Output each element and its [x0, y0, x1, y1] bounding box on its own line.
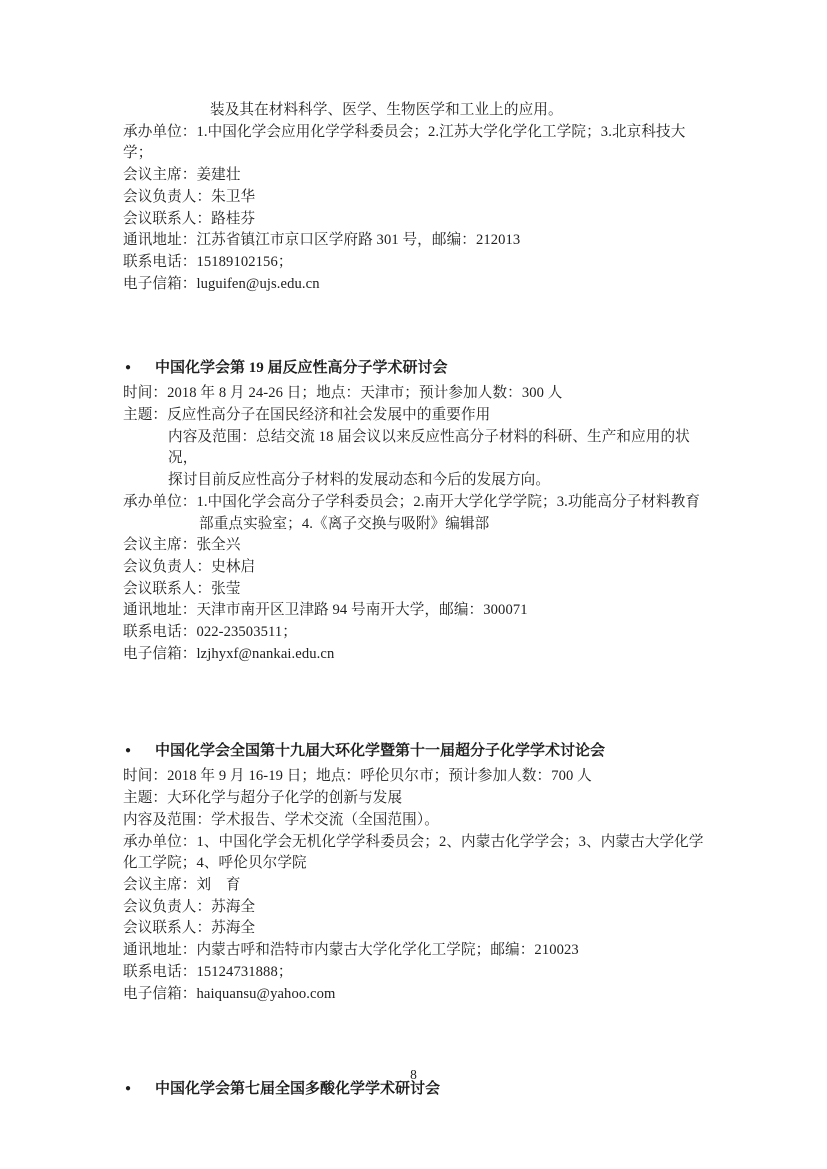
document-line: 联系电话：15189102156； [123, 253, 293, 270]
document-line: 会议负责人：朱卫华 [123, 188, 256, 205]
section-title: 中国化学会第七届全国多酸化学学术研讨会 [155, 1081, 441, 1098]
document-line: 内容及范围：学术报告、学术交流（全国范围）。 [123, 811, 439, 828]
document-line: 主题：反应性高分子在国民经济和社会发展中的重要作用 [123, 407, 491, 424]
document-line: 装及其在材料科学、医学、生物医学和工业上的应用。 [210, 102, 563, 118]
document-line: 联系电话：15124731888； [123, 963, 293, 980]
document-line: 化工学院；4、呼伦贝尔学院 [123, 855, 307, 872]
bullet-icon: ● [125, 362, 132, 374]
section-title-row [123, 354, 708, 383]
document-content [123, 100, 708, 1104]
document-line: 内容及范围：总结交流 18 届会议以来反应性高分子材料的科研、生产和应用的状况， [168, 428, 690, 467]
document-line: 会议联系人：张莹 [123, 580, 241, 597]
conference-section [123, 354, 708, 665]
document-line: 时间：2018 年 8 月 24-26 日；地点：天津市；预计参加人数：300 人 [123, 385, 563, 402]
section-title-row [123, 737, 708, 766]
document-line: 通讯地址：天津市南开区卫津路 94 号南开大学，邮编：300071 [123, 602, 528, 619]
bullet-icon: ● [125, 1083, 132, 1095]
document-line: 通讯地址：江苏省镇江市京口区学府路 301 号，邮编：212013 [123, 232, 521, 249]
document-line: 会议主席：姜建壮 [123, 167, 241, 184]
conference-section [123, 100, 708, 295]
document-line: 承办单位：1.中国化学会高分子学科委员会；2.南开大学化学学院；3.功能高分子材料教育 [123, 493, 701, 510]
bullet-icon: ● [125, 745, 132, 757]
document-line: 承办单位：1.中国化学会应用化学学科委员会；2.江苏大学化学化工学院；3.北京科技大学； [123, 123, 686, 162]
document-line: 会议负责人：史林启 [123, 558, 256, 575]
document-line: 电子信箱：luguifen@ujs.edu.cn [123, 275, 320, 292]
document-line: 会议主席：张全兴 [123, 537, 241, 554]
document-line: 部重点实验室；4.《离子交换与吸附》编辑部 [199, 515, 490, 532]
document-line: 联系电话：022-23503511； [123, 624, 297, 641]
document-line: 电子信箱：haiquansu@yahoo.com [123, 985, 336, 1002]
document-line: 会议联系人：路桂芬 [123, 210, 256, 227]
section-title: 中国化学会全国第十九届大环化学暨第十一届超分子化学学术讨论会 [155, 743, 606, 760]
document-line: 通讯地址：内蒙古呼和浩特市内蒙古大学化学化工学院；邮编：210023 [123, 942, 579, 959]
document-line: 承办单位：1、中国化学会无机化学学科委员会；2、内蒙古化学学会；3、内蒙古大学化学 [123, 833, 704, 850]
document-line: 主题：大环化学与超分子化学的创新与发展 [123, 790, 403, 807]
section-title: 中国化学会第 19 届反应性高分子学术研讨会 [155, 360, 448, 377]
document-line: 探讨目前反应性高分子材料的发展动态和今后的发展方向。 [168, 472, 551, 489]
conference-section [123, 737, 708, 1005]
page-number: 8 [410, 1067, 417, 1082]
document-line: 会议联系人：苏海全 [123, 920, 256, 937]
document-line: 时间：2018 年 9 月 16-19 日；地点：呼伦贝尔市；预计参加人数：700 人 [123, 768, 592, 785]
document-line: 会议主席：刘 育 [123, 876, 241, 893]
document-line: 会议负责人：苏海全 [123, 898, 256, 915]
document-line: 电子信箱：lzjhyxf@nankai.edu.cn [123, 645, 335, 662]
